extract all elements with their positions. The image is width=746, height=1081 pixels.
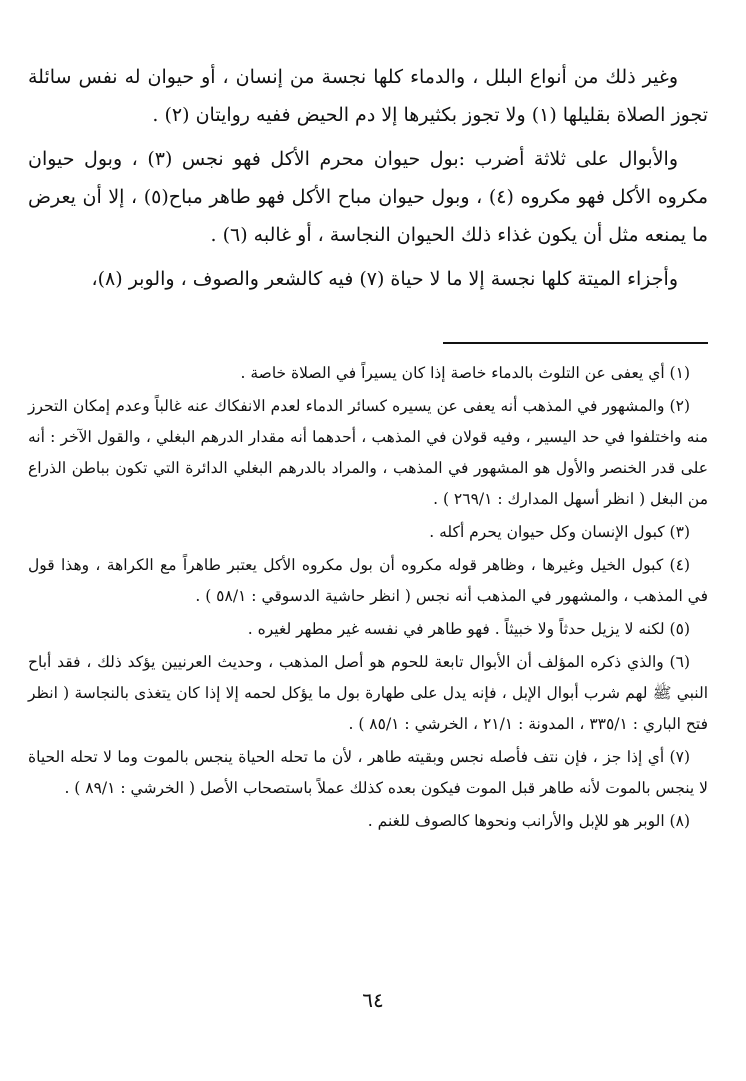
footnote: (٧) أي إذا جز ، فإن نتف فأصله نجس وبقيته طاهر ، لأن ما تحله الحياة ينجس بالموت وما لا تحله الحياة لا ينجس بالموت لأنه طاهر قبل الموت فيكون بعده كذلك عملاً باستصحاب الأصل ( الخرشي : ٨٩/١ ) . [28, 748, 708, 797]
main-paragraph: وأجزاء الميتة كلها نجسة إلا ما لا حياة (٧) فيه كالشعر والصوف ، والوبر (٨)، [91, 268, 678, 290]
footnote: (٢) والمشهور في المذهب أنه يعفى عن يسيره كسائر الدماء لعدم الانفكاك عنه غالباً وعدم إمكان التحرز منه واختلفوا في حد اليسير ، وفيه قولان في المذهب ، أحدهما أنه مقدار الدرهم البغلي ، والقول الآخر : أنه على قدر الخنصر والأول هو المشهور في المذهب ، والمراد بالدرهم البغلي الدائرة التي تكون بباطن الذراع من البغل ( انظر أسهل المدارك : ٢٦٩/١ ) . [28, 397, 708, 508]
footnote: (٣) كبول الإنسان وكل حيوان يحرم أكله . [429, 523, 690, 541]
footnote: (٨) الوبر هو للإبل والأرانب ونحوها كالصوف للغنم . [367, 812, 690, 830]
main-paragraph: وغير ذلك من أنواع البلل ، والدماء كلها نجسة من إنسان ، أو حيوان له نفس سائلة تجوز الصلاة بقليلها (١) ولا تجوز بكثيرها إلا دم الحيض ففيه روايتان (٢) . [28, 66, 708, 126]
footnote: (١) أي يعفى عن التلوث بالدماء خاصة إذا كان يسيراً في الصلاة خاصة . [240, 364, 690, 382]
main-text [28, 58, 708, 304]
footnote: (٥) لكنه لا يزيل حدثاً ولا خبيثاً . فهو طاهر في نفسه غير مطهر لغيره . [247, 620, 690, 638]
footnote: (٦) والذي ذكره المؤلف أن الأبوال تابعة للحوم هو أصل المذهب ، وحديث العرنيين يؤكد ذلك ، فقد أباح النبي ﷺ لهم شرب أبوال الإبل ، فإنه يدل على طهارة بول ما يؤكل لحمه إلا إذا كان يتغذى بالنجاسة ( انظر فتح الباري : ٣٣٥/١ ، المدونة : ٢١/١ ، الخرشي : ٨٥/١ ) . [28, 653, 708, 733]
page-number: ٦٤ [362, 988, 384, 1012]
footnote: (٤) كبول الخيل وغيرها ، وظاهر قوله مكروه أن بول مكروه الأكل يعتبر طاهراً مع الكراهة ، وهذا قول في المذهب ، والمشهور في المذهب أنه نجس ( انظر حاشية الدسوقي : ٥٨/١ ) . [28, 556, 708, 605]
footnote-separator [443, 342, 708, 344]
footnotes [28, 358, 708, 839]
main-paragraph: والأبوال على ثلاثة أضرب :بول حيوان محرم الأكل فهو نجس (٣) ، وبول حيوان مكروه الأكل فهو مكروه (٤) ، وبول حيوان مباح الأكل فهو طاهر مباح(٥) ، إلا أن يعرض ما يمنعه مثل أن يكون غذاء ذلك الحيوان النجاسة ، أو غالبه (٦) . [28, 148, 708, 246]
